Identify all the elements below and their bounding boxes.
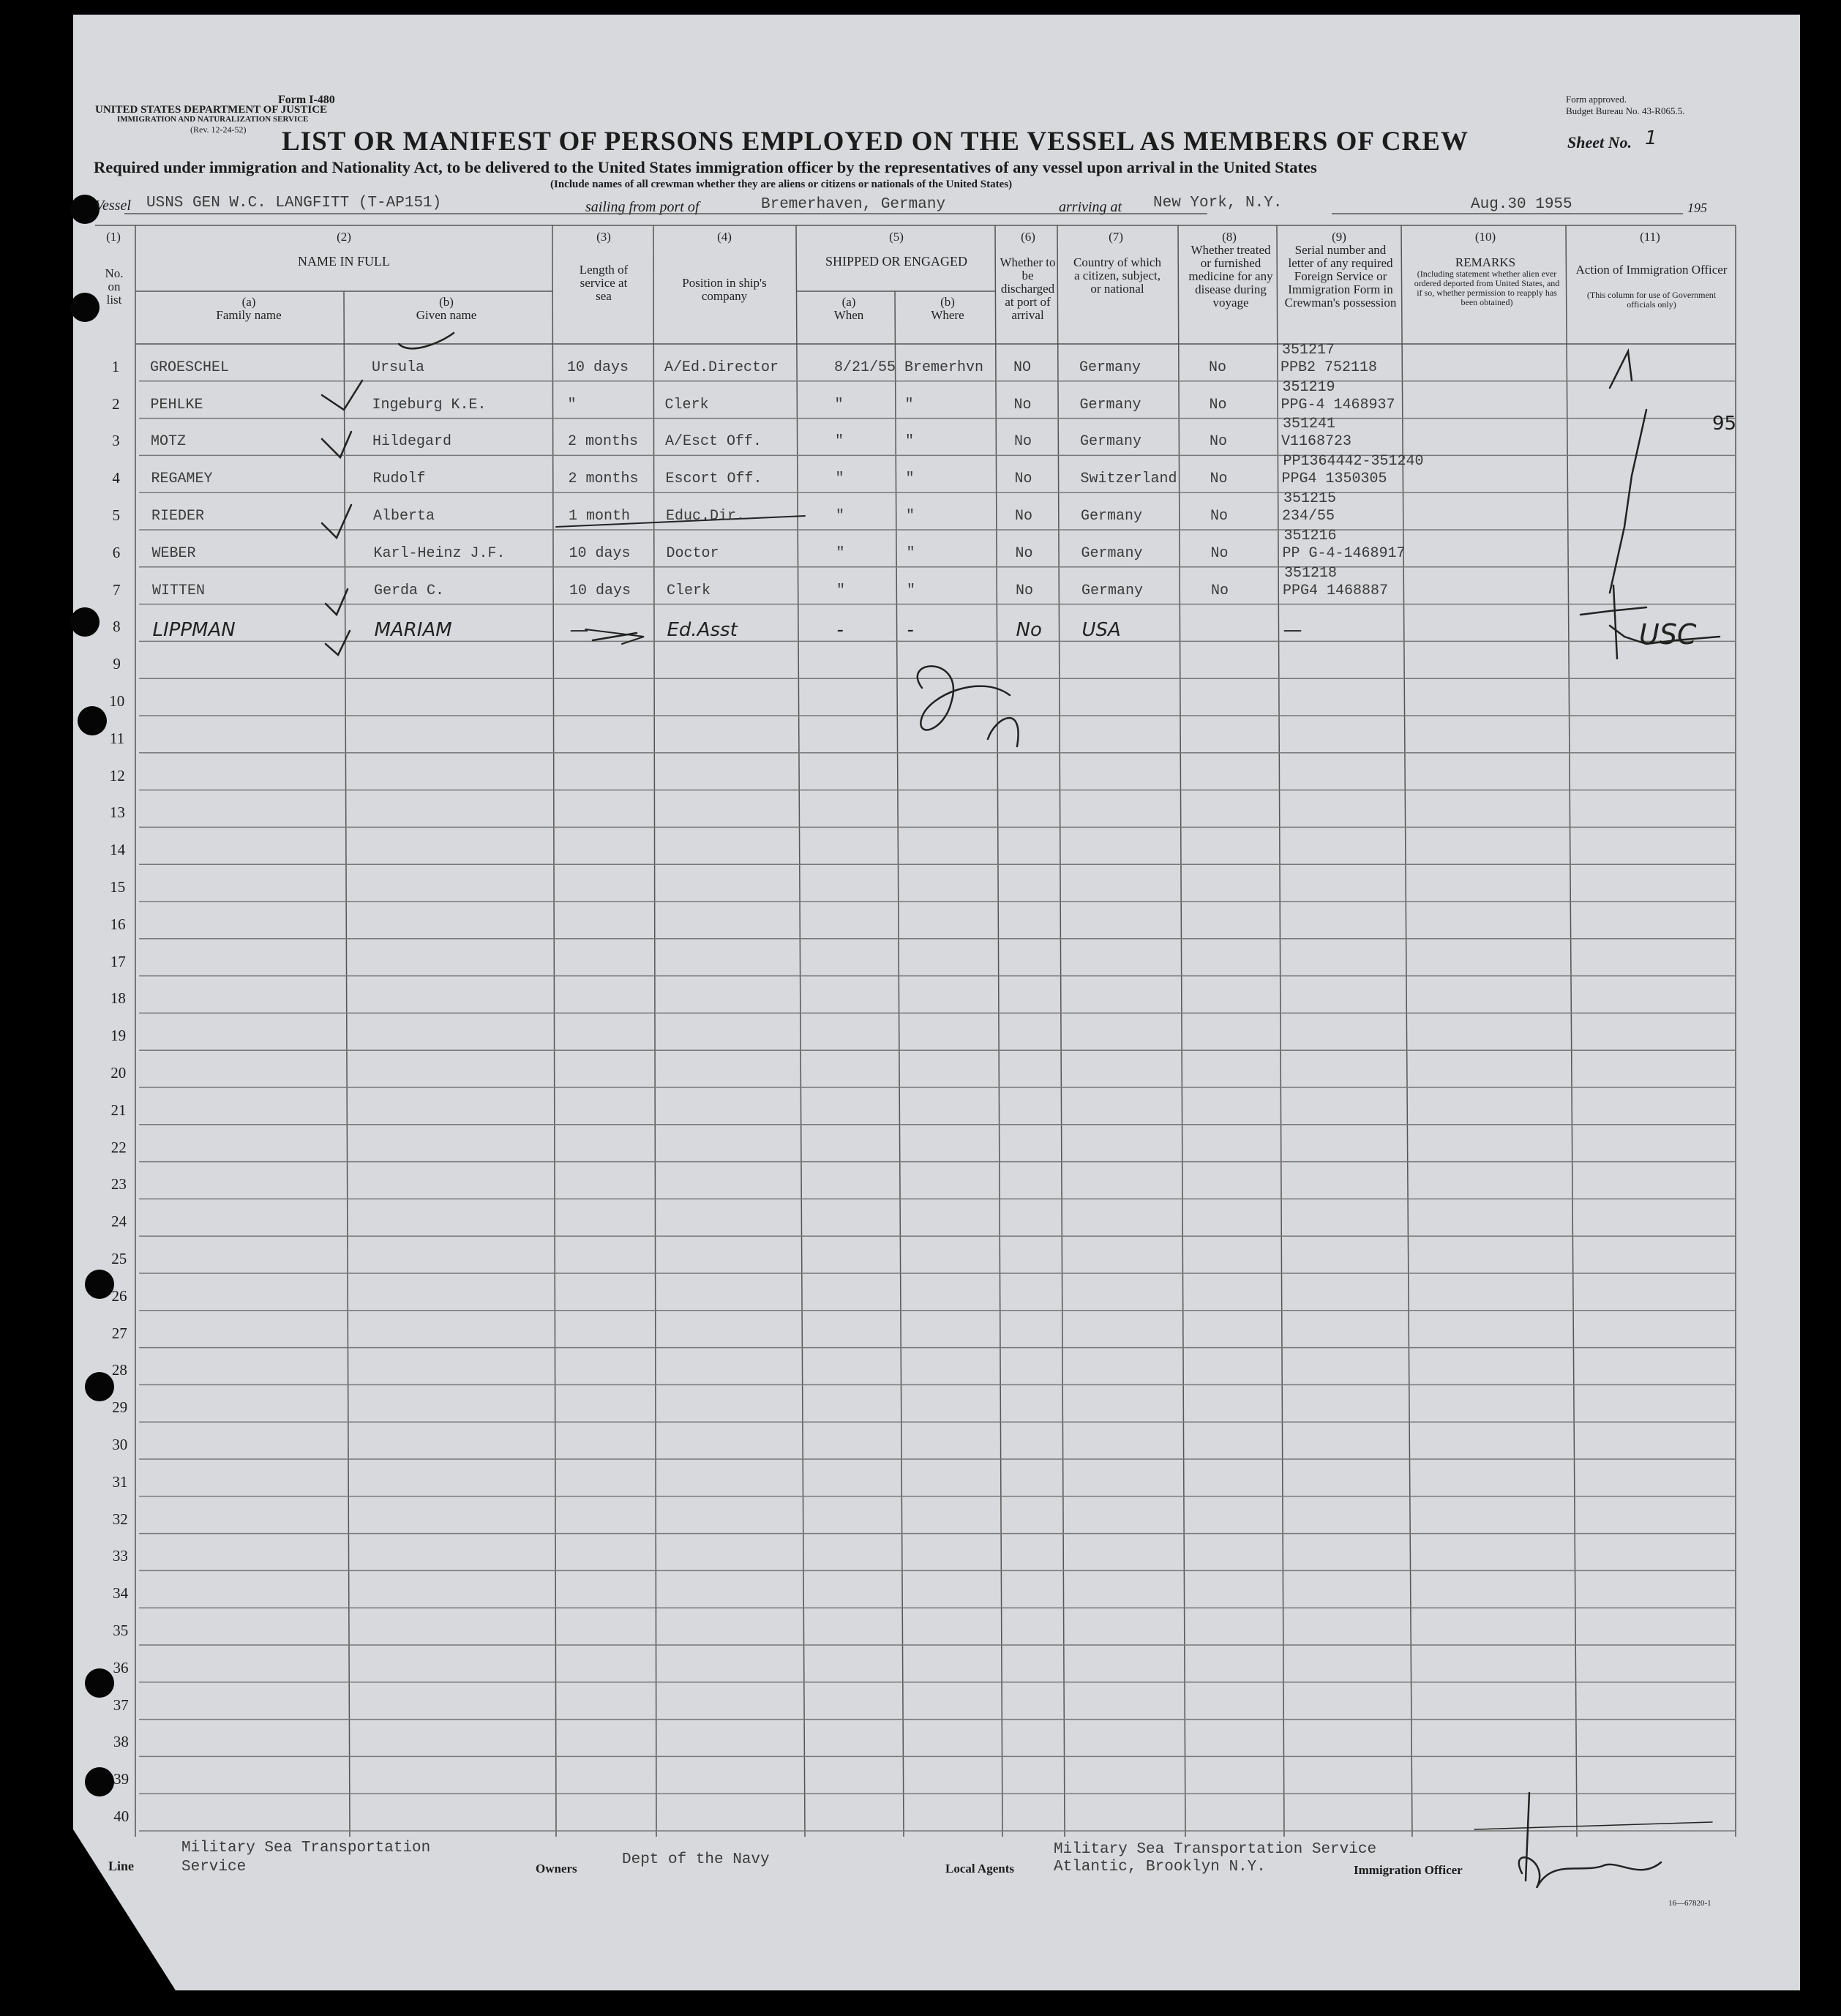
row-number: 7 (112, 580, 121, 599)
arriving-label: arriving at (1059, 199, 1122, 215)
row-position: A/Ed.Director (664, 359, 779, 376)
row-family-name: REGAMEY (151, 471, 213, 488)
row-number: 8 (113, 618, 121, 636)
col8-number: (8) (1222, 230, 1237, 244)
row-family-name: WEBER (151, 544, 196, 562)
col-no-on-list: No. on list (105, 266, 124, 307)
row-family-name: MOTZ (151, 433, 187, 451)
col-action-note: (This column for use of Government officials only) (1586, 290, 1717, 310)
row-length-of-service: " (567, 396, 577, 413)
row-length-of-service: 10 days (569, 582, 631, 599)
row-number: 16 (110, 915, 126, 933)
row-family-name: GROESCHEL (150, 359, 230, 376)
col-position: Position in ship's company (682, 276, 767, 303)
row-length-of-service: — (569, 619, 589, 642)
row-given-name: Rudolf (372, 471, 426, 488)
row-number: 6 (112, 543, 121, 561)
row-medicine: No (1210, 544, 1229, 562)
row-discharged: No (1016, 582, 1034, 599)
row-number: 2 (111, 394, 120, 413)
row-serial-number-upper: 351219 (1282, 378, 1335, 396)
row-number: 34 (113, 1584, 129, 1603)
row-serial-number-upper: 351217 (1282, 341, 1335, 359)
row-length-of-service: 2 months (568, 433, 639, 451)
row-number: 10 (109, 692, 125, 710)
row-number: 27 (111, 1324, 127, 1342)
row-length-of-service: 10 days (567, 359, 629, 376)
row-country: USA (1081, 619, 1121, 642)
row-given-name: MARIAM (374, 619, 452, 642)
row-number: 26 (111, 1286, 127, 1305)
footer-code: 16—67820-1 (1668, 1899, 1711, 1908)
row-country: Switzerland (1080, 471, 1177, 488)
row-serial-number: V1168723 (1281, 433, 1352, 451)
row-discharged: No (1015, 544, 1033, 562)
row-number: 35 (113, 1622, 129, 1639)
row-discharged: No (1014, 471, 1032, 488)
row-shipped-where: " (906, 544, 915, 562)
row-shipped-where: Bremerhvn (904, 359, 984, 376)
row-given-name: Ingeburg K.E. (372, 396, 487, 413)
vessel-name: USNS GEN W.C. LANGFITT (T-AP151) (146, 195, 442, 211)
row-shipped-where: " (906, 508, 915, 525)
action-mark: USC (1639, 618, 1697, 651)
row-number: 20 (110, 1064, 127, 1082)
row-serial-number: PPG4 1350305 (1281, 471, 1387, 488)
revision: (Rev. 12-24-52) (190, 124, 247, 135)
line-value-2: Service (181, 1859, 247, 1876)
row-medicine: No (1209, 359, 1227, 376)
row-position: Escort Off. (665, 471, 762, 488)
row-discharged: No (1015, 508, 1033, 525)
year-suffix: 195 (1687, 201, 1707, 215)
row-medicine: No (1211, 582, 1229, 599)
arriving-port: New York, N.Y. (1153, 195, 1283, 211)
row-family-name: RIEDER (151, 508, 205, 525)
row-number: 39 (113, 1770, 130, 1788)
row-serial-number: PPG-4 1468937 (1281, 396, 1395, 413)
service-name: IMMIGRATION AND NATURALIZATION SERVICE (117, 115, 309, 124)
row-serial-number-upper: 351215 (1283, 490, 1337, 507)
row-number: 13 (109, 803, 125, 822)
row-shipped-where: " (907, 582, 916, 599)
col1-number: (1) (106, 230, 121, 244)
immigration-officer-label: Immigration Officer (1354, 1863, 1463, 1877)
row-country: Germany (1079, 359, 1141, 376)
row-medicine: No (1209, 396, 1227, 413)
row-serial-number-upper: 351216 (1283, 527, 1337, 544)
row-shipped-where: " (904, 396, 914, 413)
subtitle: Required under immigration and Nationality Act, to be delivered to the United States immigration officer by the representatives of any vessel upon arrival in the United States (94, 158, 1317, 176)
row-shipped-when: " (835, 433, 844, 451)
row-discharged: NO (1013, 359, 1032, 376)
row-serial-number: PP G-4-1468917 (1282, 544, 1406, 562)
sailing-port: Bremerhaven, Germany (761, 196, 946, 213)
col4-number: (4) (717, 230, 732, 244)
sailing-label: sailing from port of (585, 199, 700, 215)
row-number: 37 (113, 1695, 129, 1714)
row-length-of-service: 1 month (569, 508, 631, 525)
col-family-name: (a) Family name (216, 295, 282, 322)
page-title: LIST OR MANIFEST OF PERSONS EMPLOYED ON THE VESSEL AS MEMBERS OF CREW (282, 127, 1469, 157)
row-number: 24 (111, 1213, 127, 1231)
line-label: Line (108, 1859, 135, 1873)
sheet-label: Sheet No. (1567, 133, 1632, 151)
row-serial-number: PPG4 1468887 (1283, 582, 1389, 599)
row-number: 38 (113, 1733, 129, 1751)
row-position: Doctor (666, 544, 719, 562)
row-country: Germany (1080, 433, 1142, 451)
row-given-name: Karl-Heinz J.F. (373, 544, 506, 562)
row-serial-number: — (1283, 619, 1302, 642)
row-number: 18 (110, 989, 126, 1008)
row-number: 36 (113, 1658, 129, 1676)
row-length-of-service: 10 days (569, 544, 631, 562)
row-discharged: No (1013, 396, 1032, 413)
row-number: 14 (110, 841, 126, 859)
row-serial-number: 234/55 (1282, 508, 1335, 525)
row-serial-number-upper: 351218 (1284, 564, 1338, 582)
col-medicine: Whether treated or furnished medicine for any disease during voyage (1188, 243, 1273, 310)
row-given-name: Ursula (372, 359, 425, 376)
agents-value-2: Atlantic, Brooklyn N.Y. (1054, 1859, 1266, 1876)
col-name-in-full: NAME IN FULL (298, 254, 390, 269)
vessel-label: Vessel (95, 198, 131, 214)
approval-note: Form approved. (1566, 94, 1627, 105)
row-number: 17 (110, 952, 126, 970)
row-number: 5 (112, 506, 121, 524)
row-number: 29 (112, 1398, 128, 1417)
row-number: 22 (110, 1138, 127, 1156)
row-country: Germany (1081, 582, 1144, 599)
margin-number: 95 (1712, 413, 1737, 435)
row-number: 23 (110, 1175, 127, 1194)
agents-label: Local Agents (945, 1862, 1014, 1876)
row-discharged: No (1014, 433, 1032, 451)
row-position: Clerk (664, 396, 709, 413)
col3-number: (3) (596, 230, 611, 244)
col-shipped-engaged: SHIPPED OR ENGAGED (825, 254, 967, 269)
col-when: (a) When (833, 295, 864, 322)
row-family-name: LIPPMAN (152, 619, 236, 642)
col-remarks-note: (Including statement whether alien ever ordered deported from United States, and if so, whether permission to reapply has been obtained) (1414, 269, 1560, 307)
row-shipped-when: " (836, 544, 845, 562)
arrival-date: Aug.30 1955 (1471, 196, 1572, 213)
row-number: 31 (112, 1472, 128, 1491)
instruction-note: (Include names of all crewman whether they are aliens or citizens or nationals of the United States) (550, 179, 1013, 190)
row-medicine: No (1210, 471, 1228, 488)
owners-label: Owners (536, 1862, 577, 1876)
row-shipped-when: " (835, 471, 844, 488)
row-discharged: No (1016, 619, 1042, 642)
row-shipped-when: " (836, 582, 846, 599)
col2-number: (2) (337, 230, 351, 244)
row-position: Clerk (667, 582, 711, 599)
agents-value: Military Sea Transportation Service (1054, 1841, 1377, 1858)
row-shipped-where: - (907, 619, 914, 642)
row-shipped-when: 8/21/55 (834, 359, 896, 376)
row-shipped-when: - (836, 619, 844, 642)
row-number: 1 (111, 357, 120, 375)
row-number: 15 (110, 878, 126, 896)
row-number: 3 (112, 432, 120, 450)
row-medicine: No (1210, 508, 1229, 525)
row-number: 40 (113, 1807, 130, 1825)
row-medicine: No (1210, 433, 1228, 451)
sheet-number: 1 (1645, 127, 1657, 149)
row-serial-number-upper: PP1364442-351240 (1283, 453, 1424, 471)
row-number: 9 (113, 655, 121, 673)
line-value: Military Sea Transportation (181, 1840, 431, 1856)
col7-number: (7) (1109, 230, 1123, 244)
col-country: Country of which a citizen, subject, or national (1073, 255, 1161, 296)
col11-number: (11) (1640, 230, 1660, 244)
budget-bureau: Budget Bureau No. 43-R065.5. (1566, 105, 1685, 116)
row-number: 30 (112, 1436, 128, 1453)
row-family-name: PEHLKE (150, 396, 203, 413)
col-where: (b) Where (931, 295, 964, 322)
row-family-name: WITTEN (152, 582, 206, 599)
row-country: Germany (1079, 396, 1141, 413)
col-action-officer: Action of Immigration Officer (1575, 263, 1728, 277)
row-number: 21 (110, 1101, 127, 1119)
col9-number: (9) (1332, 230, 1346, 244)
row-position: Ed.Asst (667, 619, 738, 642)
row-number: 11 (109, 729, 125, 747)
col10-number: (10) (1474, 230, 1496, 244)
col6-number: (6) (1021, 230, 1035, 244)
col5-number: (5) (889, 230, 904, 244)
row-shipped-when: " (836, 508, 845, 525)
row-position: Educ.Dir. (666, 508, 746, 525)
row-given-name: Gerda C. (374, 582, 445, 599)
row-number: 19 (110, 1027, 127, 1045)
col-discharged: Whether to be discharged at port of arrival (1000, 255, 1056, 322)
row-number: 33 (112, 1547, 128, 1565)
col-given-name: (b) Given name (416, 295, 477, 322)
row-number: 28 (111, 1361, 127, 1379)
department-name: UNITED STATES DEPARTMENT OF JUSTICE (95, 104, 328, 116)
row-number: 12 (109, 766, 125, 784)
row-country: Germany (1081, 544, 1143, 562)
row-shipped-when: " (834, 396, 844, 413)
row-number: 25 (111, 1250, 127, 1267)
row-number: 32 (112, 1510, 128, 1528)
row-serial-number: PPB2 752118 (1281, 359, 1378, 376)
row-shipped-where: " (905, 433, 915, 451)
col-serial-number: Serial number and letter of any required Foreign Service or Immigration Form in Crewman's possession (1284, 243, 1397, 310)
row-position: A/Esct Off. (665, 433, 762, 451)
row-length-of-service: 2 months (568, 471, 639, 488)
row-shipped-where: " (905, 471, 915, 488)
row-number: 4 (112, 469, 120, 487)
col-length-service: Length of service at sea (579, 263, 629, 303)
form-number: Form I-480 (278, 94, 335, 106)
row-given-name: Hildegard (372, 433, 452, 451)
row-serial-number-upper: 351241 (1283, 416, 1336, 433)
row-country: Germany (1081, 508, 1143, 525)
row-given-name: Alberta (373, 508, 435, 525)
col-remarks: REMARKS (1455, 255, 1516, 269)
owners-value: Dept of the Navy (622, 1851, 770, 1868)
